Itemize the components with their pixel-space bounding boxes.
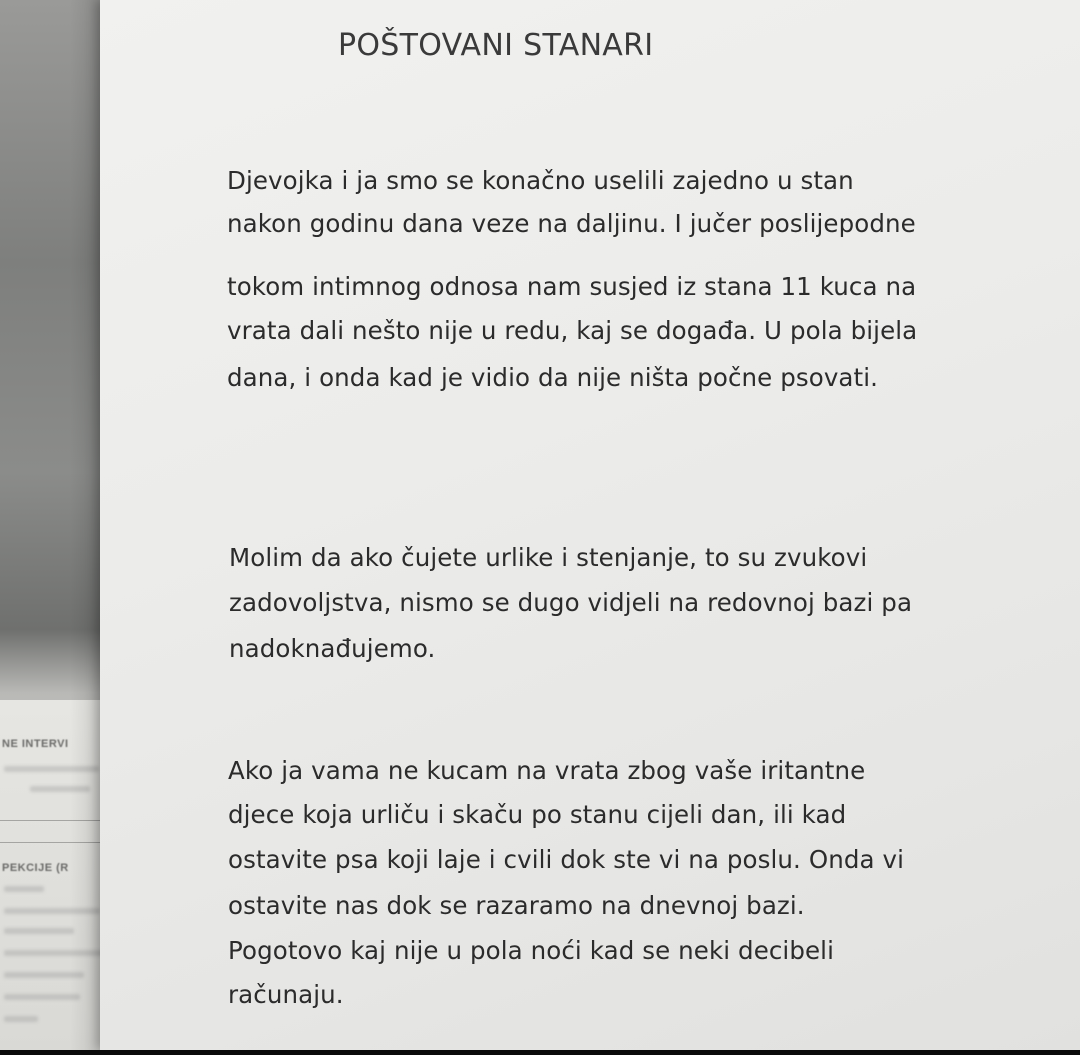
background-paper-label-mid: PEKCIJE (R xyxy=(2,862,69,874)
notice-paper xyxy=(100,0,1080,1050)
text-line: zadovoljstva, nismo se dugo vidjeli na redovnoj bazi pa xyxy=(229,588,913,617)
text-line: Pogotovo kaj nije u pola noći kad se neki decibeli xyxy=(228,936,834,965)
text-line: tokom intimnog odnosa nam susjed iz stana 11 kuca na xyxy=(227,272,917,301)
background-paper-faint-line xyxy=(4,994,80,1000)
text-line: djece koja urliču i skaču po stanu cijeli dan, ili kad xyxy=(228,800,847,829)
bottom-edge xyxy=(0,1050,1080,1055)
text-line: Djevojka i ja smo se konačno uselili zajedno u stan xyxy=(227,166,854,195)
background-paper-label-top: NE INTERVI xyxy=(2,738,69,750)
text-line: računaju. xyxy=(228,980,344,1009)
text-line: vrata dali nešto nije u redu, kaj se događa. U pola bijela xyxy=(227,316,918,345)
background-paper-faint-line xyxy=(4,886,44,892)
background-paper-faint-line xyxy=(4,1016,38,1022)
text-line: ostavite psa koji laje i cvili dok ste vi na poslu. Onda vi xyxy=(228,845,904,874)
text-line: dana, i onda kad je vidio da nije ništa počne psovati. xyxy=(227,363,879,392)
text-line: Molim da ako čujete urlike i stenjanje, to su zvukovi xyxy=(229,543,868,572)
text-line: nadoknađujemo. xyxy=(229,634,436,663)
text-line: Ako ja vama ne kucam na vrata zbog vaše iritantne xyxy=(228,756,866,785)
text-line: ostavite nas dok se razaramo na dnevnoj bazi. xyxy=(228,891,805,920)
background-paper-faint-line xyxy=(4,928,74,934)
text-line: nakon godinu dana veze na daljinu. I jučer poslijepodne xyxy=(227,209,916,238)
notice-title: POŠTOVANI STANARI xyxy=(338,28,654,63)
